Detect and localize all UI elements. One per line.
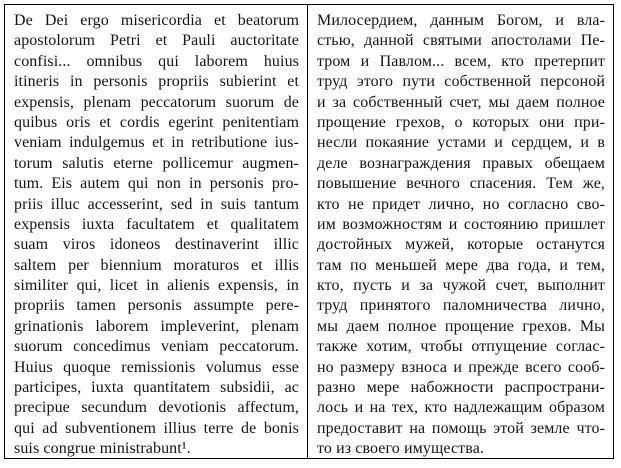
- text-line: деле вознаграждения правых обещаем: [317, 154, 605, 172]
- text-line: разно мере набожности распространи-: [317, 379, 605, 397]
- text-line: достойных мужей, которые останутся: [317, 236, 605, 254]
- text-line: expensis iuxta facultatem et qualitatem: [14, 215, 299, 233]
- text-line: torum salutis eterne pollicemur augmen-: [14, 154, 299, 172]
- text-line: там по меньшей мере два года, и тем,: [317, 256, 605, 274]
- latin-text-cell: [5, 5, 308, 458]
- text-line: De Dei ergo misericordia et beatorum: [14, 12, 299, 29]
- text-line: кто, пусть и за чужой счет, выполнит: [317, 277, 605, 295]
- text-line: suam viros idoneos destinaverint illic: [14, 236, 299, 254]
- text-line: similiter qui, licet in alienis expensis, in: [14, 277, 299, 295]
- text-line: priis illuc accesserint, sed in suis tantum: [14, 195, 299, 213]
- text-line: propriis tamen personis assumpte pere-: [14, 297, 299, 315]
- text-line: veniam indulgemus et in retributione ius-: [14, 134, 299, 152]
- russian-text-cell: [308, 5, 613, 458]
- text-line: несли покаяние устами и сердцем, и в: [317, 134, 605, 152]
- text-line: apostolorum Petri et Pauli auctoritate: [14, 32, 299, 50]
- text-line: precipue secundum devotionis affectum,: [14, 399, 299, 417]
- text-line: Huius quoque remissionis volumus esse: [14, 358, 299, 376]
- text-line: предоставит на помощь этой земле что-: [317, 419, 605, 437]
- text-line: Милосердием, данным Богом, и вла-: [317, 12, 605, 29]
- text-line: grinationis laborem impleverint, plenam: [14, 317, 299, 335]
- text-line: тром и Павлом... всем, кто претерпит: [317, 52, 605, 70]
- text-line: стью, данной святыми апостолами Пе-: [317, 32, 605, 50]
- text-line: им возможностям и состоянию пришлет: [317, 215, 605, 233]
- text-line: expensis, plenam peccatorum suorum de: [14, 93, 299, 111]
- text-line: то из своего имущества.: [317, 440, 485, 458]
- text-line: мы даем полное прощение грехов. Мы: [317, 317, 605, 335]
- text-line-with-footnote-marker: suis congrue ministrabunt¹.: [14, 440, 191, 458]
- text-line: itineris in personis propriis subierint et: [14, 73, 299, 91]
- text-line: также хотим, чтобы отпущение соглас-: [317, 338, 605, 356]
- text-line: tum. Eis autem qui non in personis pro-: [14, 175, 299, 193]
- text-line: труд этого пути собственной персоной: [317, 73, 605, 91]
- text-line: suorum concedimus veniam peccatorum.: [14, 338, 299, 356]
- text-line: quibus oris et cordis egerint penitentiam: [14, 113, 299, 131]
- text-line: и за собственный счет, мы даем полное: [317, 93, 605, 111]
- text-line: лось и на тех, кто надлежащим образом: [317, 399, 605, 417]
- text-line: saltem per biennium moraturos et illis: [14, 256, 299, 274]
- text-line: qui ad subventionem illius terre de bonis: [14, 419, 299, 437]
- text-line: повышение вечного спасения. Тем же,: [317, 175, 605, 193]
- text-line: прощение грехов, о которых они при-: [317, 113, 605, 131]
- two-column-translation-table: [4, 4, 614, 459]
- text-line: труд принятого паломничества лично,: [317, 297, 605, 315]
- text-line: confisi... omnibus qui laborem huius: [14, 52, 299, 70]
- text-line: но размеру взноса и прежде всего сооб-: [317, 358, 605, 376]
- text-line: participes, iuxta quantitatem subsidii, ac: [14, 379, 299, 397]
- text-line: кто не придет лично, но согласно сво-: [317, 195, 605, 213]
